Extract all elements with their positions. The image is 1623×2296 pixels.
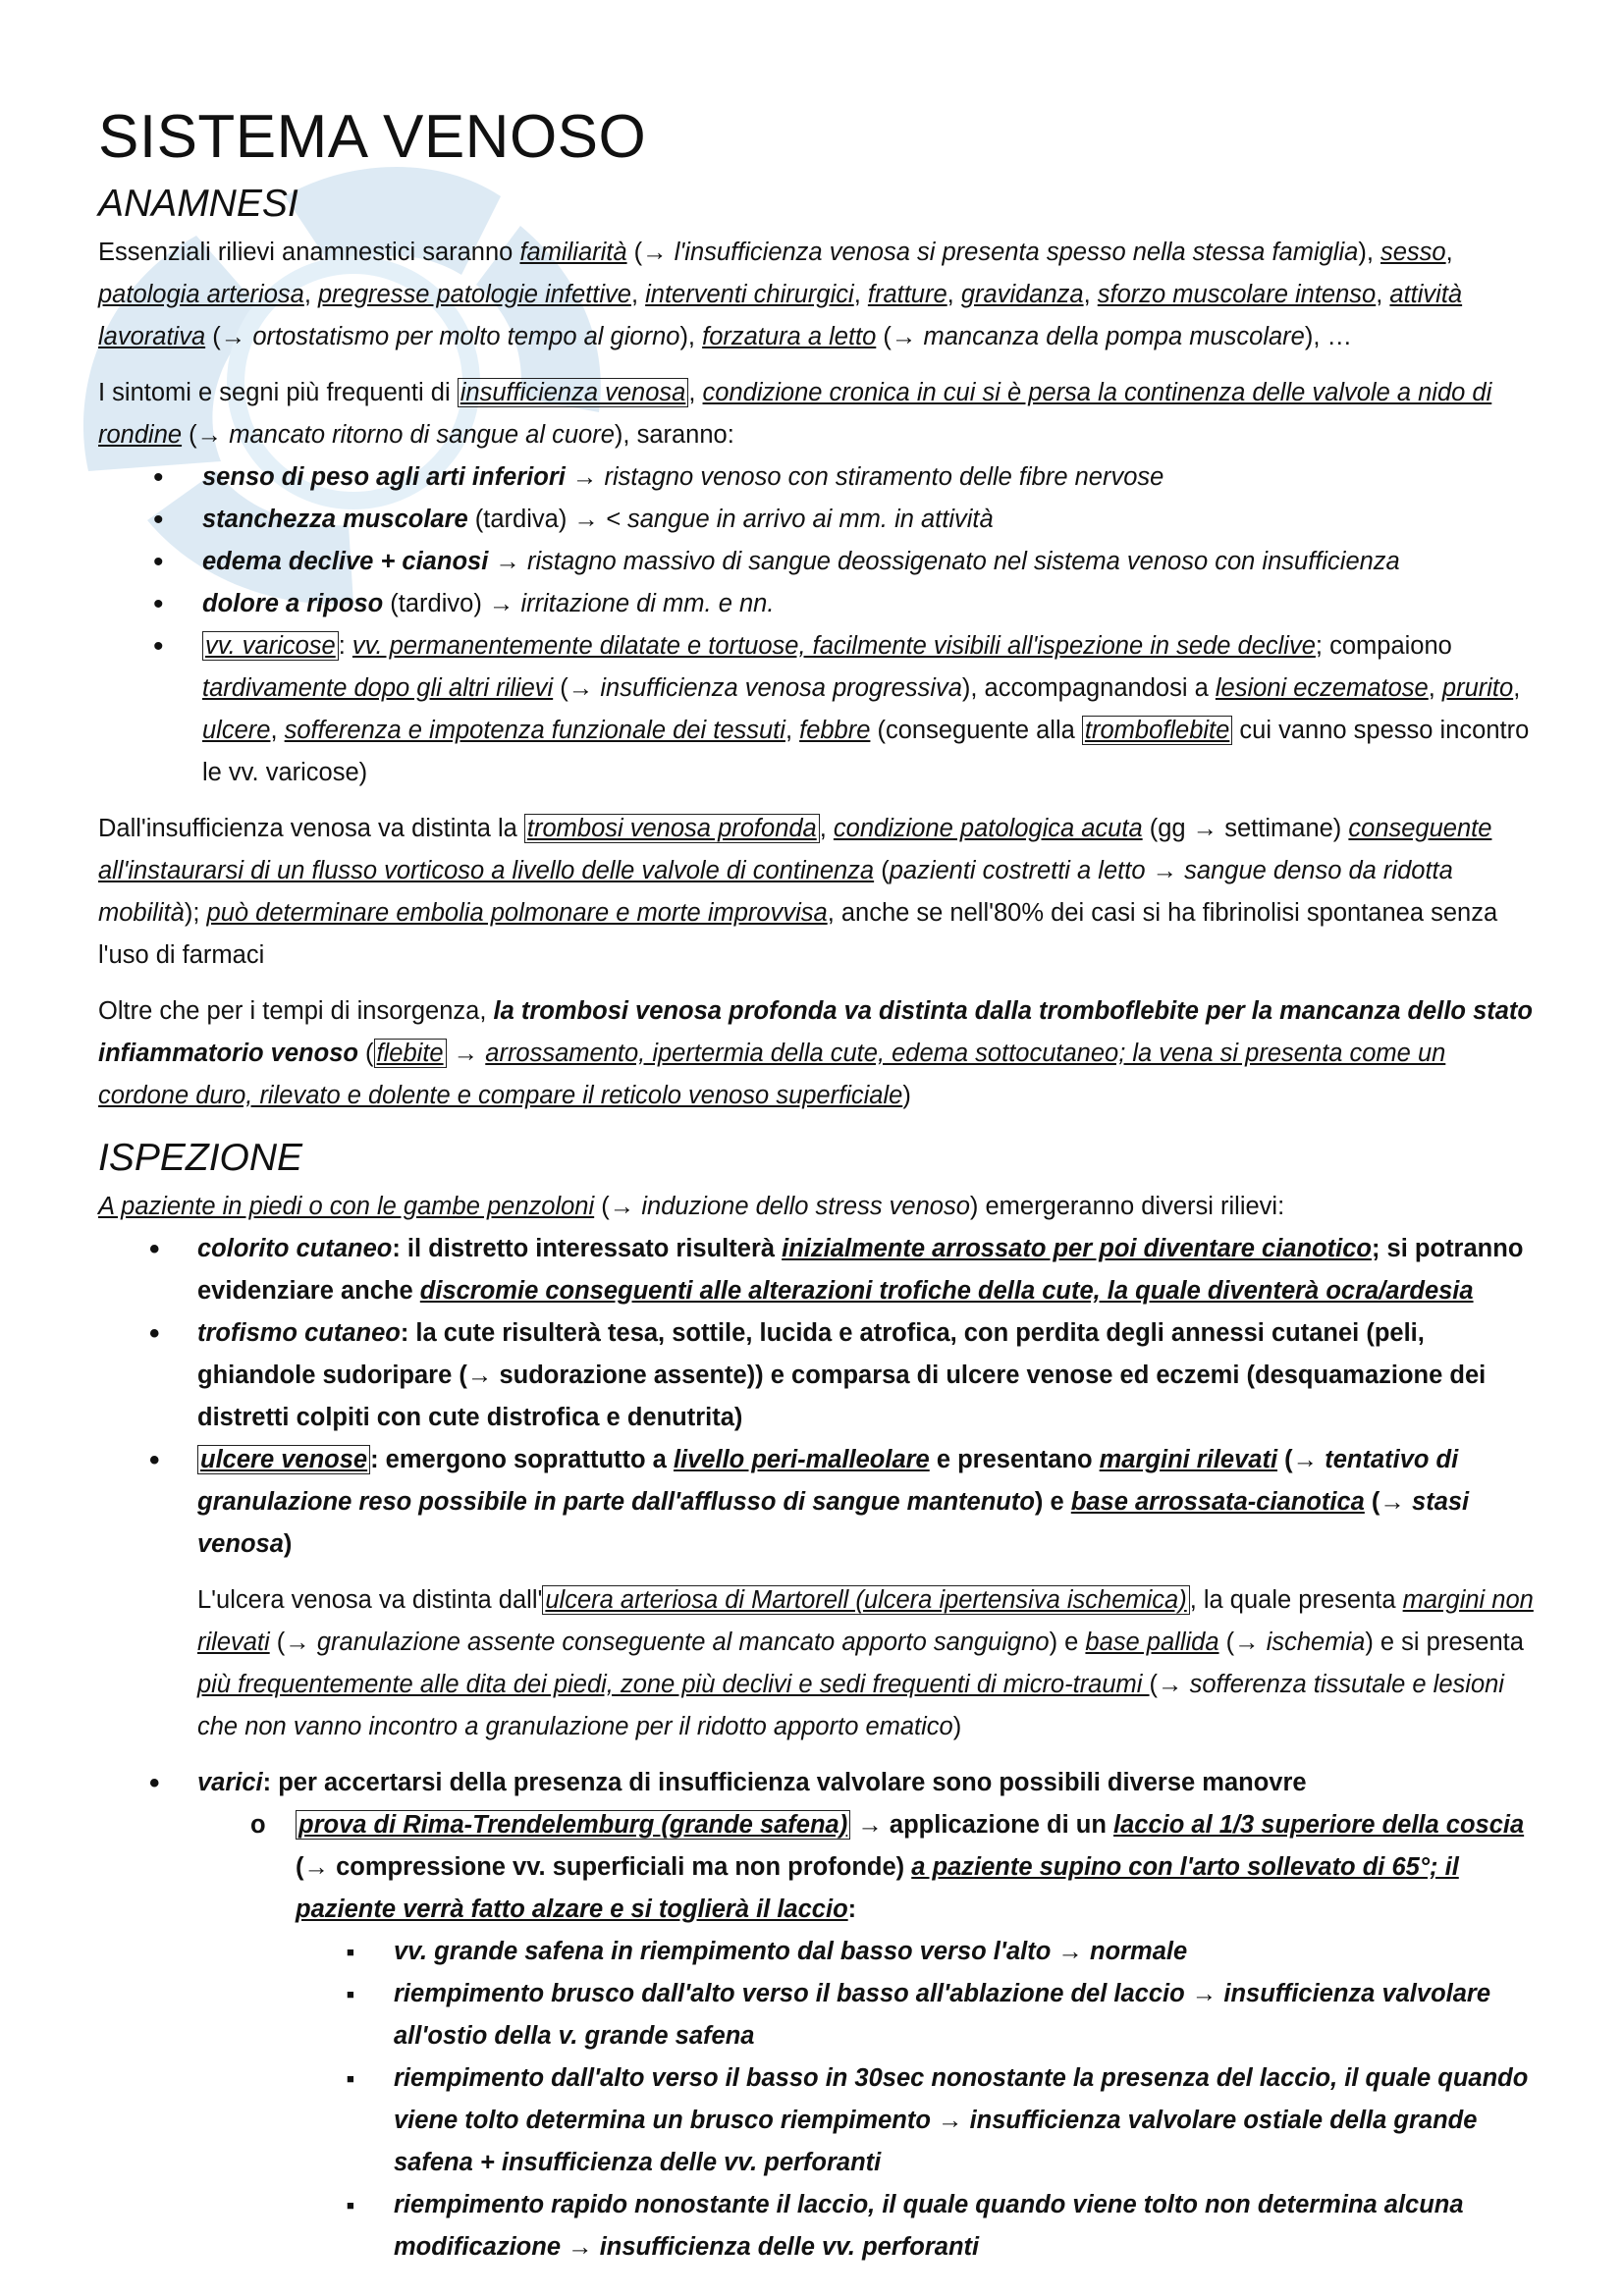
list-item-prova: [197, 1804, 1542, 2269]
text-run: (: [874, 857, 890, 884]
list-item: [296, 1931, 1542, 1973]
text-run: ,: [1513, 674, 1521, 702]
text-run: ,: [1445, 239, 1453, 266]
text-run: riempimento brusco dall'alto verso il basso all'ablazione del laccio: [394, 1980, 1185, 2007]
text-run: : per accertarsi della presenza di insufficienza valvolare sono possibili diverse manovre: [262, 1769, 1307, 1796]
text-run: (tardiva) →: [467, 506, 606, 533]
text-run: (gg → settimane): [1142, 815, 1349, 842]
text-run: (→: [553, 674, 601, 702]
text-run: ),: [1358, 239, 1380, 266]
text-run: discromie conseguenti alle alterazioni trofiche della cute, la quale diventerà ocra/ardesia: [419, 1277, 1474, 1305]
text-run: prova di Rima-Trendelemburg (grande safena): [296, 1810, 850, 1840]
text-run: ,: [1376, 281, 1390, 308]
text-run: ,: [1428, 674, 1442, 702]
list-item: [98, 1228, 1542, 1312]
list-item: [98, 499, 1542, 541]
text-run: insufficienza venosa progressiva: [600, 674, 962, 702]
text-run: ,: [270, 717, 285, 744]
text-run: ulcere venose: [197, 1445, 370, 1474]
list-item: [98, 1439, 1542, 1566]
text-run: insufficienza valvolare ostiale della grande safena + insufficienza delle vv. perforanti: [394, 2107, 1478, 2176]
text-run: (→ compressione vv. superficiali ma non profonde): [296, 1853, 912, 1881]
text-run: l'insufficienza venosa si presenta spesso nella stessa famiglia: [674, 239, 1359, 266]
text-run: mancanza della pompa muscolare: [923, 323, 1305, 350]
text-run: : la cute risulterà tesa, sottile, lucida e atrofica, con perdita degli annessi cutanei (peli, ghiandole sudoripare (→ sudorazione assente)) e comparsa di ulcere venose ed eczemi (desquamazione dei distretti colpiti con cute distrofica e denutrita): [197, 1319, 1487, 1431]
text-run: (→: [182, 421, 230, 449]
text-run: L'ulcera venosa va distinta dall': [197, 1586, 543, 1614]
text-run: stasi venosa: [197, 1488, 1470, 1558]
list-item: [296, 2057, 1542, 2184]
text-run: più frequentemente alle dita dei piedi, zone più declivi e sedi frequenti di micro-traumi: [197, 1671, 1150, 1698]
paragraph-anamnesi-rilievi: [98, 232, 1542, 358]
paragraph-tromboflebite: [98, 990, 1542, 1117]
text-run: granulazione assente conseguente al mancato apporto sanguigno: [316, 1629, 1050, 1656]
text-run: ) e: [1049, 1629, 1086, 1656]
text-run: riempimento rapido nonostante il laccio, il quale quando viene tolto non determina alcuna modificazione: [394, 2191, 1464, 2261]
text-run: base arrossata-cianotica: [1070, 1488, 1365, 1516]
text-run: mancato ritorno di sangue al cuore: [229, 421, 615, 449]
text-run: ; compaiono: [1315, 632, 1452, 660]
text-run: stanchezza muscolare: [202, 506, 468, 533]
text-run: tardivamente dopo gli altri rilievi: [202, 674, 554, 702]
text-run: , la quale presenta: [1189, 1586, 1403, 1614]
text-run: fratture: [867, 281, 947, 308]
text-run: ,: [947, 281, 961, 308]
list-item-varici: [98, 1762, 1542, 2269]
text-run: ) emergeranno diversi rilievi:: [969, 1193, 1285, 1220]
text-run: riempimento dall'alto verso il basso in 30sec nonostante la presenza del laccio, il quale quando viene tolto determina un brusco riempimento: [394, 2064, 1529, 2134]
paragraph-trombosi: [98, 808, 1542, 977]
text-run: sesso: [1380, 239, 1446, 266]
text-run: tentativo di granulazione reso possibile in parte dall'afflusso di sangue mantenuto: [197, 1446, 1459, 1516]
text-run: (conseguente alla: [870, 717, 1082, 744]
text-run: → applicazione di un: [850, 1811, 1114, 1839]
text-run: normale: [1089, 1938, 1188, 1965]
text-run: (→: [205, 323, 253, 350]
text-run: familiarità: [519, 239, 627, 266]
text-run: prurito: [1441, 674, 1514, 702]
list-item: [98, 583, 1542, 625]
text-run: ulcere: [202, 717, 271, 744]
text-run: ): [952, 1713, 962, 1740]
varici-list: [98, 1762, 1542, 2269]
text-run: tromboflebite: [1082, 716, 1232, 745]
text-run: : emergono soprattutto a: [370, 1446, 674, 1473]
text-run: senso di peso agli arti inferiori: [202, 463, 566, 491]
list-item: [98, 541, 1542, 583]
text-run: ), accompagnandosi a: [961, 674, 1216, 702]
prova-text: [296, 1804, 1542, 1931]
text-run: →: [561, 2233, 600, 2261]
text-run: (→: [1277, 1446, 1325, 1473]
text-run: ristagno venoso con stiramento delle fibre nervose: [604, 463, 1164, 491]
text-run: (→: [626, 239, 675, 266]
text-run: sforzo muscolare intenso: [1097, 281, 1377, 308]
text-run: , anche se nell'80% dei casi si ha fibrinolisi spontanea senza l'uso di farmaci: [98, 899, 1498, 969]
text-run: margini non rilevati: [197, 1586, 1534, 1656]
text-run: può determinare embolia polmonare e morte improvvisa: [206, 899, 828, 927]
text-run: ,: [1083, 281, 1098, 308]
section-heading-anamnesi: ANAMNESI: [98, 183, 298, 225]
text-run: ,: [819, 815, 834, 842]
text-run: ulcera arteriosa di Martorell (ulcera ipertensiva ischemica): [542, 1585, 1189, 1615]
text-run: induzione dello stress venoso: [641, 1193, 970, 1220]
paragraph-sintomi-intro: [98, 372, 1542, 456]
text-run: Dall'insufficienza venosa va distinta la: [98, 815, 524, 842]
text-run: ), saranno:: [614, 421, 734, 449]
varici-text: [197, 1762, 1542, 1804]
text-run: varici: [197, 1769, 263, 1796]
text-run: pazienti costretti a letto → sangue denso da ridotta mobilità: [98, 857, 1453, 927]
ispezione-list: [98, 1228, 1542, 1566]
text-run: ), …: [1304, 323, 1353, 350]
text-run: ) e si presenta: [1365, 1629, 1524, 1656]
document-body: [98, 98, 1542, 2282]
text-run: →: [1051, 1938, 1090, 1965]
text-run: sofferenza e impotenza funzionale dei tessuti: [284, 717, 785, 744]
risultati-list: [296, 1931, 1542, 2269]
text-run: ristagno massivo di sangue deossigenato nel sistema venoso con insufficienza: [526, 548, 1400, 575]
list-item: [296, 1973, 1542, 2057]
text-run: insufficienza delle vv. perforanti: [599, 2233, 980, 2261]
paragraph-ispezione-intro: [98, 1186, 1542, 1228]
text-run: I sintomi e segni più frequenti di: [98, 379, 458, 406]
text-run: trofismo cutaneo: [197, 1319, 401, 1347]
text-run: ,: [303, 281, 318, 308]
text-run: Oltre che per i tempi di insorgenza,: [98, 997, 494, 1025]
text-run: conseguente all'instaurarsi di un flusso vorticoso a livello delle valvole di continenza: [98, 815, 1492, 884]
text-run: irritazione di mm. e nn.: [520, 590, 775, 617]
text-run: arrossamento, ipertermia della cute, edema sottocutaneo; la vena si presenta come un cordone duro, rilevato e dolente e compare il reticolo venoso superficiale: [98, 1040, 1446, 1109]
text-run: (: [357, 1040, 374, 1067]
text-run: ): [902, 1082, 911, 1109]
list-item: [98, 625, 1542, 794]
page-title: SISTEMA VENOSO: [98, 103, 647, 171]
text-run: →: [565, 463, 605, 491]
text-run: ),: [679, 323, 703, 350]
paragraph-ulcera-arteriosa: [98, 1579, 1542, 1748]
text-run: livello peri-malleolare: [673, 1446, 930, 1473]
text-run: vv. varicose: [202, 631, 339, 661]
text-run: cui vanno spesso incontro le vv. varicose): [202, 717, 1530, 786]
text-run: margini rilevati: [1099, 1446, 1278, 1473]
text-run: →: [930, 2107, 970, 2134]
text-run: →: [446, 1040, 486, 1067]
list-item: [98, 456, 1542, 499]
text-run: : il distretto interessato risulterà: [392, 1235, 783, 1262]
section-heading-ispezione: ISPEZIONE: [98, 1137, 303, 1179]
text-run: pregresse patologie infettive: [317, 281, 631, 308]
text-run: →: [1184, 1980, 1224, 2007]
text-run: ) e: [1034, 1488, 1071, 1516]
symptoms-list: [98, 456, 1542, 794]
text-run: flebite: [374, 1039, 447, 1068]
text-run: laccio al 1/3 superiore della coscia: [1113, 1811, 1525, 1839]
text-run: Essenziali rilievi anamnestici saranno: [98, 239, 520, 266]
text-run: trombosi venosa profonda: [524, 814, 820, 843]
text-run: (→: [876, 323, 924, 350]
text-run: condizione cronica in cui si è persa la continenza delle valvole a nido di rondine: [98, 379, 1492, 449]
text-run: ): [283, 1530, 293, 1558]
text-run: ,: [784, 717, 800, 744]
text-run: (→: [1149, 1671, 1190, 1698]
text-run: (tardivo) →: [383, 590, 521, 617]
text-run: );: [184, 899, 207, 927]
text-run: insufficienza valvolare all'ostio della v. grande safena: [394, 1980, 1491, 2050]
text-run: A paziente in piedi o con le gambe penzoloni: [98, 1193, 595, 1220]
text-run: (→: [269, 1629, 317, 1656]
text-run: ischemia: [1266, 1629, 1366, 1656]
manovre-list: [197, 1804, 1542, 2269]
text-run: :: [847, 1896, 857, 1923]
text-run: la trombosi venosa profonda va distinta dalla tromboflebite per la mancanza dello stato infiammatorio venoso: [98, 997, 1533, 1067]
text-run: insufficienza venosa: [458, 378, 689, 407]
text-run: a paziente supino con l'arto sollevato di 65°; il paziente verrà fatto alzare e si toglierà il laccio: [296, 1853, 1459, 1923]
text-run: e presentano: [929, 1446, 1100, 1473]
text-run: (→: [1364, 1488, 1413, 1516]
text-run: sofferenza tissutale e lesioni che non vanno incontro a granulazione per il ridotto apporto ematico: [197, 1671, 1504, 1740]
text-run: gravidanza: [960, 281, 1084, 308]
list-item: [98, 1312, 1542, 1439]
text-run: condizione patologica acuta: [833, 815, 1143, 842]
text-run: (→: [594, 1193, 642, 1220]
text-run: < sangue in arrivo ai mm. in attività: [605, 506, 994, 533]
text-run: forzatura a letto: [702, 323, 877, 350]
text-run: attività lavorativa: [98, 281, 1463, 350]
text-run: lesioni eczematose: [1215, 674, 1429, 702]
list-item: [296, 2184, 1542, 2269]
text-run: ,: [630, 281, 646, 308]
text-run: base pallida: [1085, 1629, 1219, 1656]
text-run: ,: [688, 379, 703, 406]
text-run: febbre: [799, 717, 871, 744]
text-run: ,: [853, 281, 868, 308]
text-run: ; si potranno evidenziare anche: [197, 1235, 1524, 1305]
text-run: patologia arteriosa: [98, 281, 304, 308]
text-run: inizialmente arrossato per poi diventare cianotico: [782, 1235, 1372, 1262]
text-run: interventi chirurgici: [645, 281, 854, 308]
text-run: vv. permanentemente dilatate e tortuose, facilmente visibili all'ispezione in sede declive: [352, 632, 1316, 660]
text-run: :: [338, 632, 352, 660]
text-run: dolore a riposo: [202, 590, 384, 617]
text-run: colorito cutaneo: [197, 1235, 393, 1262]
text-run: vv. grande safena in riempimento dal basso verso l'alto: [394, 1938, 1052, 1965]
text-run: edema declive + cianosi: [202, 548, 489, 575]
text-run: ortostatismo per molto tempo al giorno: [252, 323, 680, 350]
text-run: →: [488, 548, 527, 575]
text-run: (→: [1218, 1629, 1267, 1656]
